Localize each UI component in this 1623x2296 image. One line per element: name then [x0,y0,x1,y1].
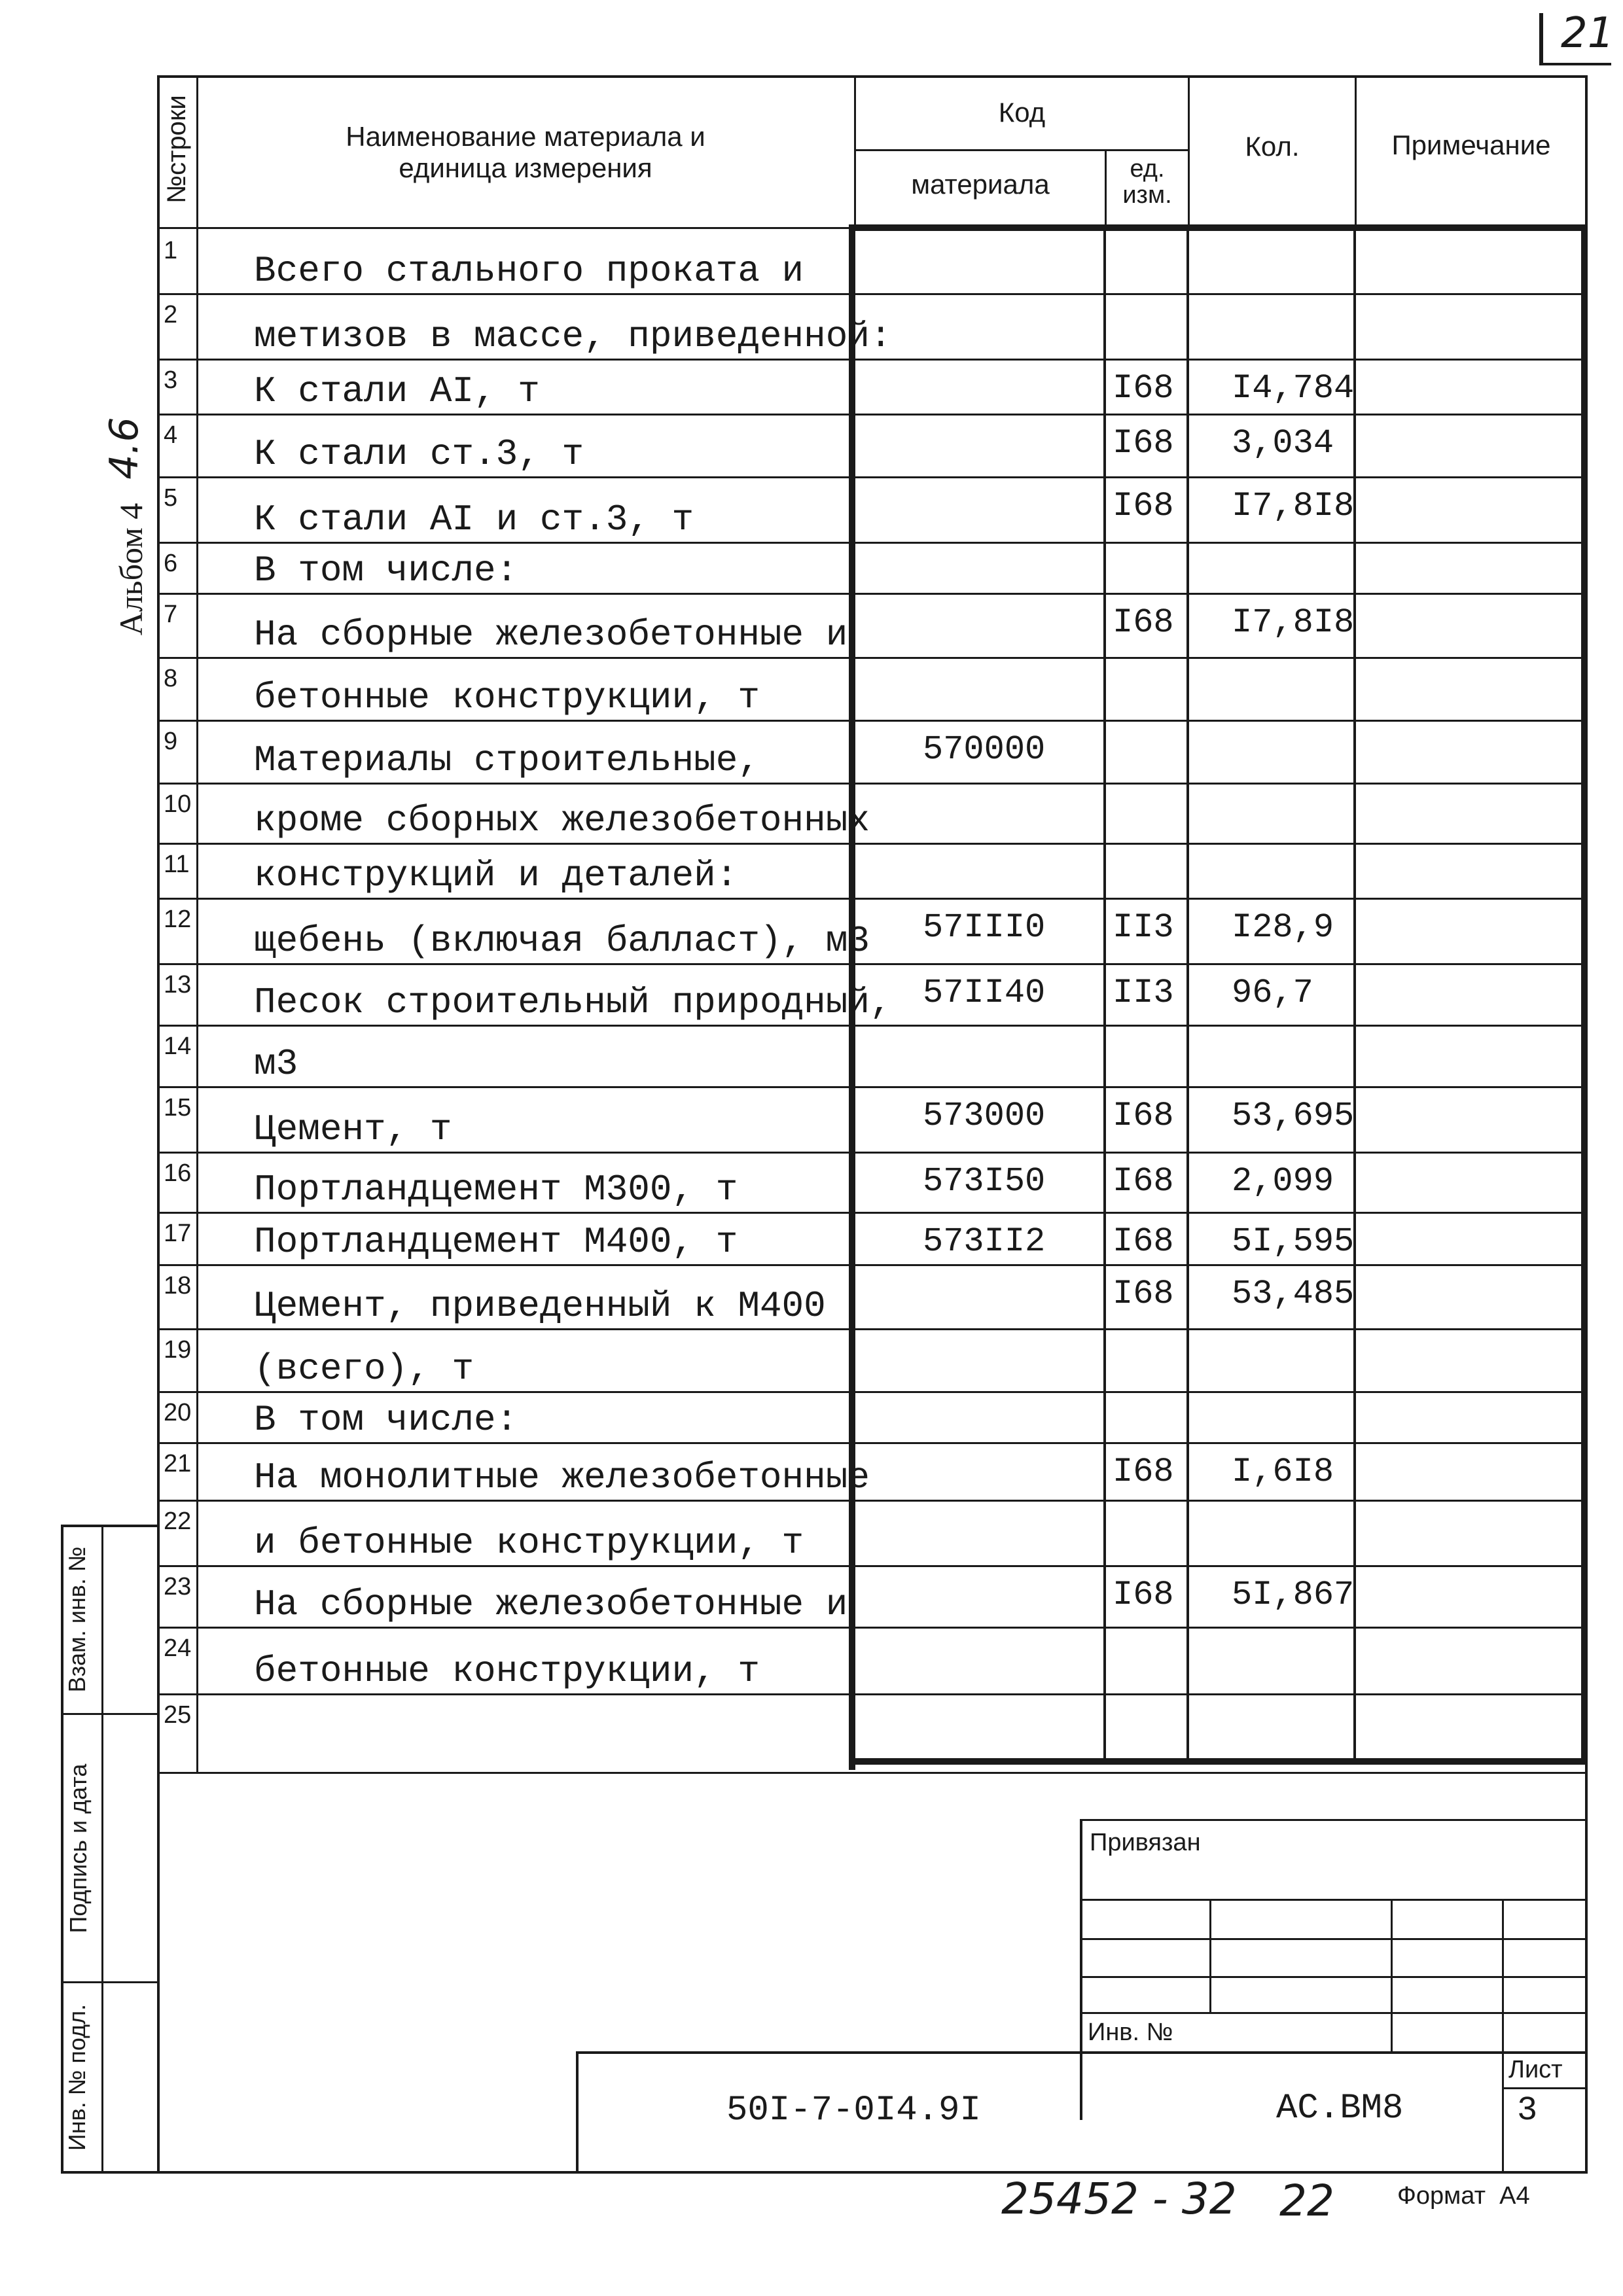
row-number: 25 [164,1701,192,1729]
table-row [0,1391,1623,1442]
row-name: метизов в массе, приведенной: [254,315,892,357]
table-row [0,843,1623,898]
header-unit-line1: ед. [1130,155,1165,183]
row-number: 19 [164,1336,192,1364]
row-qty: 5I,867 [1232,1576,1355,1614]
table-row [0,593,1623,657]
row-number: 11 [164,851,190,878]
row-qty: 5I,595 [1232,1222,1355,1261]
row-number: 1 [164,237,178,264]
row-number: 21 [164,1450,192,1477]
header-unit-line2: изм. [1122,181,1172,209]
row-name: На монолитные железобетонные [254,1457,870,1498]
header-material: материала [911,169,1050,200]
row-number: 2 [164,301,178,328]
table-row [0,963,1623,1025]
row-number: 10 [164,790,192,818]
row-code: 573000 [923,1097,1046,1135]
row-unit: I68 [1113,487,1174,525]
row-number: 4 [164,421,178,449]
table-row [0,229,1623,293]
row-qty: 96,7 [1232,974,1313,1012]
table-row [0,542,1623,593]
row-name: Всего стального проката и [254,250,804,292]
stamp-podpis-data: Подпись и дата [65,1763,92,1934]
row-number: 7 [164,601,178,628]
header-name [198,121,853,184]
row-unit: I68 [1113,1576,1174,1614]
table-row [0,1086,1623,1152]
table-row [0,476,1623,542]
row-unit: II3 [1113,974,1174,1012]
header-row-no: №строки [162,95,191,203]
row-name: м3 [254,1043,298,1085]
row-name: Цемент, приведенный к М400 [254,1285,826,1327]
row-number: 18 [164,1272,192,1299]
row-qty: 3,034 [1232,424,1334,463]
row-name: К стали АI и ст.3, т [254,499,694,540]
row-name: и бетонные конструкции, т [254,1522,804,1564]
binding-inv-no: Инв. № [1088,2019,1173,2046]
row-code: 573II2 [923,1222,1046,1261]
sheet-number: 3 [1517,2091,1538,2130]
row-unit: I68 [1113,369,1174,408]
table-row [0,720,1623,783]
sheet-label: Лист [1508,2056,1563,2083]
row-name: (всего), т [254,1348,474,1390]
table-row [0,1152,1623,1212]
header-code: Код [998,97,1046,128]
row-qty: I4,784 [1232,369,1355,408]
table-row [0,1328,1623,1391]
row-name: В том числе: [254,550,518,592]
row-unit: I68 [1113,1453,1174,1491]
row-number: 5 [164,484,178,512]
row-name: бетонные конструкции, т [254,677,760,718]
table-row [0,657,1623,720]
row-qty: I28,9 [1232,908,1334,947]
table-row [0,1025,1623,1086]
row-name: В том числе: [254,1399,518,1441]
row-number: 16 [164,1159,192,1187]
header-qty: Кол. [1245,131,1300,162]
row-unit: II3 [1113,908,1174,947]
row-code: 57III0 [923,908,1046,947]
row-qty: 53,695 [1232,1097,1355,1135]
row-unit: I68 [1113,1097,1174,1135]
format-label: Формат А4 [1397,2182,1530,2210]
row-unit: I68 [1113,603,1174,642]
row-qty: I7,8I8 [1232,487,1355,525]
table-row [0,1627,1623,1693]
header-name-line2: единица измерения [399,152,652,183]
row-name: Портландцемент М300, т [254,1169,738,1210]
binding-privyazan: Привязан [1090,1829,1201,1856]
row-name: Материалы строительные, [254,739,760,781]
row-name: Портландцемент М400, т [254,1221,738,1263]
handwritten-page: 22 [1279,2176,1334,2226]
row-name: На сборные железобетонные и [254,614,848,656]
row-number: 15 [164,1094,192,1122]
row-name: кроме сборных железобетонных [254,800,870,841]
doc-mark: АС.ВМ8 [1276,2089,1404,2128]
row-number: 17 [164,1220,192,1247]
doc-code: 50I-7-0I4.9I [726,2091,981,2130]
row-name: щебень (включая балласт), м3 [254,920,870,962]
table-row [0,414,1623,476]
row-code: 57II40 [923,974,1046,1012]
header-unit [1107,156,1188,208]
stamp-inv-podl: Инв. № подл. [63,2004,90,2151]
row-qty: 2,099 [1232,1162,1334,1201]
table-row [0,359,1623,414]
table-row [0,898,1623,963]
row-number: 13 [164,971,192,998]
row-name: К стали АI, т [254,370,540,412]
row-name: Цемент, т [254,1108,452,1150]
row-number: 9 [164,728,178,755]
row-qty: I7,8I8 [1232,603,1355,642]
row-number: 20 [164,1399,192,1426]
row-number: 8 [164,665,178,692]
header-name-line1: Наименование материала и [346,121,705,152]
row-name: бетонные конструкции, т [254,1650,760,1692]
table-row [0,1442,1623,1500]
row-name: К стали ст.3, т [254,433,584,475]
row-code: 573I50 [923,1162,1046,1201]
stamp-vzam-inv: Взам. инв. № [63,1546,90,1693]
row-qty: 53,485 [1232,1275,1355,1313]
table-row [0,293,1623,359]
row-number: 23 [164,1573,192,1600]
table-row [0,1693,1623,1757]
row-code: 570000 [923,730,1046,769]
album-label: Альбом 4 [113,503,149,636]
row-number: 24 [164,1634,192,1662]
row-number: 12 [164,906,192,933]
row-unit: I68 [1113,1275,1174,1313]
row-qty: I,6I8 [1232,1453,1334,1491]
album-handwritten: 4.6 [101,417,147,480]
row-name: конструкций и деталей: [254,855,738,896]
table-row [0,1500,1623,1565]
row-unit: I68 [1113,1222,1174,1261]
row-unit: I68 [1113,1162,1174,1201]
header-note: Примечание [1391,130,1551,160]
row-unit: I68 [1113,424,1174,463]
table-row [0,1565,1623,1627]
table-row [0,783,1623,843]
table-row [0,1212,1623,1264]
handwritten-page-number: 21 [1561,9,1614,58]
row-name: На сборные железобетонные и [254,1583,848,1625]
row-number: 3 [164,366,178,394]
row-number: 14 [164,1033,192,1060]
row-number: 22 [164,1508,192,1535]
row-name: Песок строительный природный, [254,981,892,1023]
handwritten-archive-number: 25452 - 32 [1001,2174,1237,2224]
table-row [0,1264,1623,1328]
row-number: 6 [164,550,178,577]
